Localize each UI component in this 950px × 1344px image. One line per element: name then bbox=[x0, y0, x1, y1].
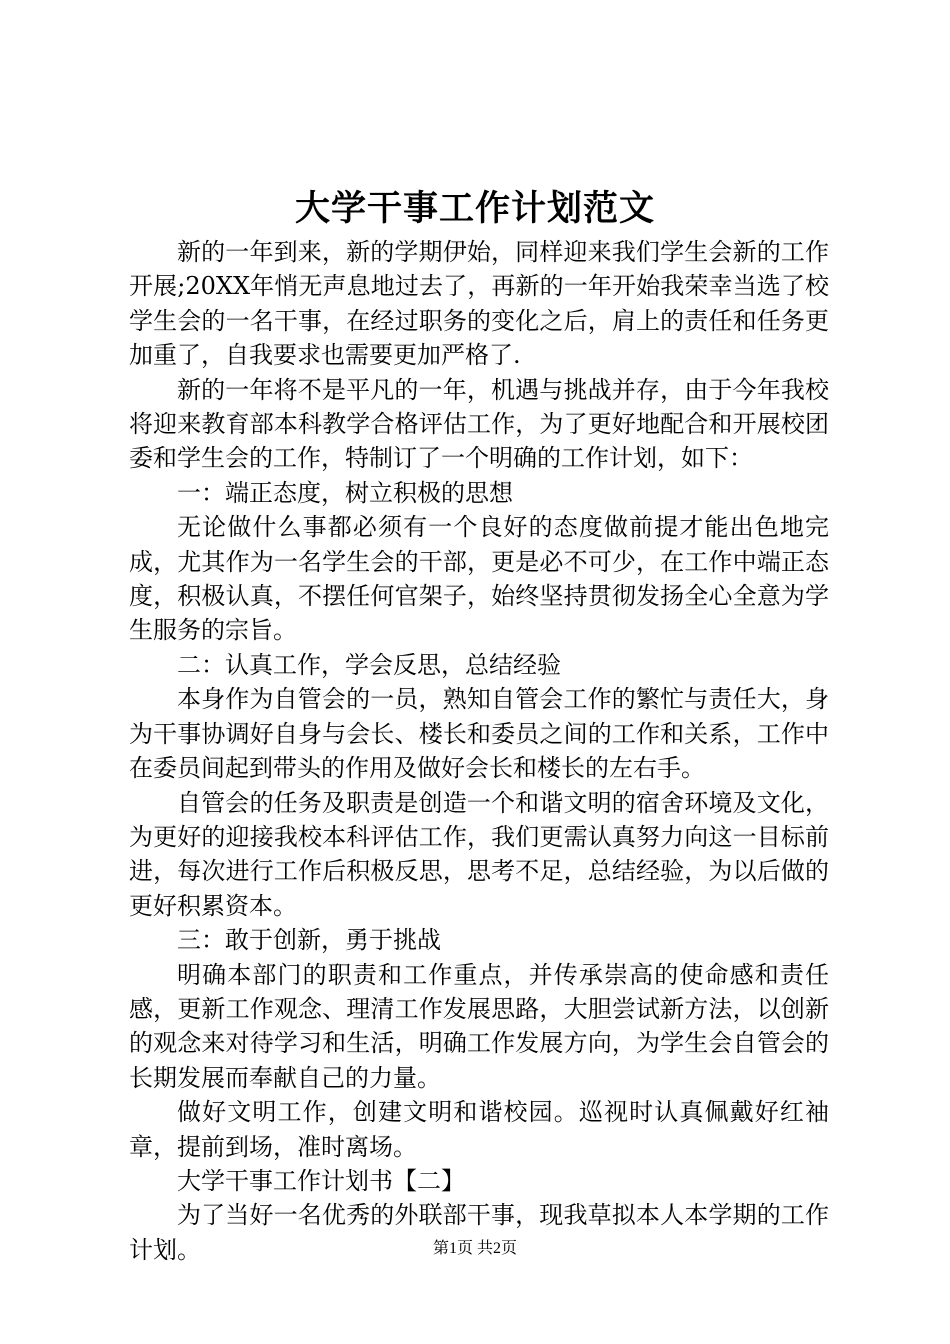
paragraph: 新的一年到来，新的学期伊始，同样迎来我们学生会新的工作开展;20XX年悄无声息地过去了，再新的一年开始我荣幸当选了校学生会的一名干事，在经过职务的变化之后，肩上的责任和任务更加重了，自我要求也需要更加严格了. bbox=[129, 238, 829, 370]
paragraph: 无论做什么事都必须有一个良好的态度做前提才能出色地完成，尤其作为一名学生会的干部，更是必不可少，在工作中端正态度，积极认真，不摆任何官架子，始终坚持贯彻发扬全心全意为学生服务的宗旨。 bbox=[129, 513, 829, 645]
section-heading: 二：认真工作，学会反思，总结经验 bbox=[177, 650, 561, 679]
paragraph: 新的一年将不是平凡的一年，机遇与挑战并存，由于今年我校将迎来教育部本科教学合格评估工作，为了更好地配合和开展校团委和学生会的工作，特制订了一个明确的工作计划，如下： bbox=[129, 375, 829, 473]
paragraph: 本身作为自管会的一员，熟知自管会工作的繁忙与责任大，身为干事协调好自身与会长、楼长和委员之间的工作和关系，工作中在委员间起到带头的作用及做好会长和楼长的左右手。 bbox=[129, 685, 829, 783]
document-title: 大学干事工作计划范文 bbox=[294, 188, 655, 229]
section-heading: 三：敢于创新，勇于挑战 bbox=[177, 926, 441, 955]
paragraph: 明确本部门的职责和工作重点，并传承崇高的使命感和责任感，更新工作观念、理清工作发展思路，大胆尝试新方法，以创新的观念来对待学习和生活，明确工作发展方向，为学生会自管会的长期发展而奉献自己的力量。 bbox=[129, 960, 829, 1092]
page-footer: 第1页 共2页 bbox=[432, 1240, 517, 1257]
paragraph: 做好文明工作，创建文明和谐校园。巡视时认真佩戴好红袖章，提前到场，准时离场。 bbox=[129, 1098, 829, 1161]
paragraph: 为了当好一名优秀的外联部干事，现我草拟本人本学期的工作计划。 bbox=[129, 1201, 829, 1264]
section-heading: 大学干事工作计划书【二】 bbox=[177, 1166, 465, 1195]
section-heading: 一：端正态度，树立积极的思想 bbox=[177, 478, 513, 507]
paragraph: 自管会的任务及职责是创造一个和谐文明的宿舍环境及文化，为更好的迎接我校本科评估工作，我们更需认真努力向这一目标前进，每次进行工作后积极反思，思考不足，总结经验，为以后做的更好积累资本。 bbox=[129, 788, 829, 920]
document-body bbox=[129, 235, 829, 1267]
